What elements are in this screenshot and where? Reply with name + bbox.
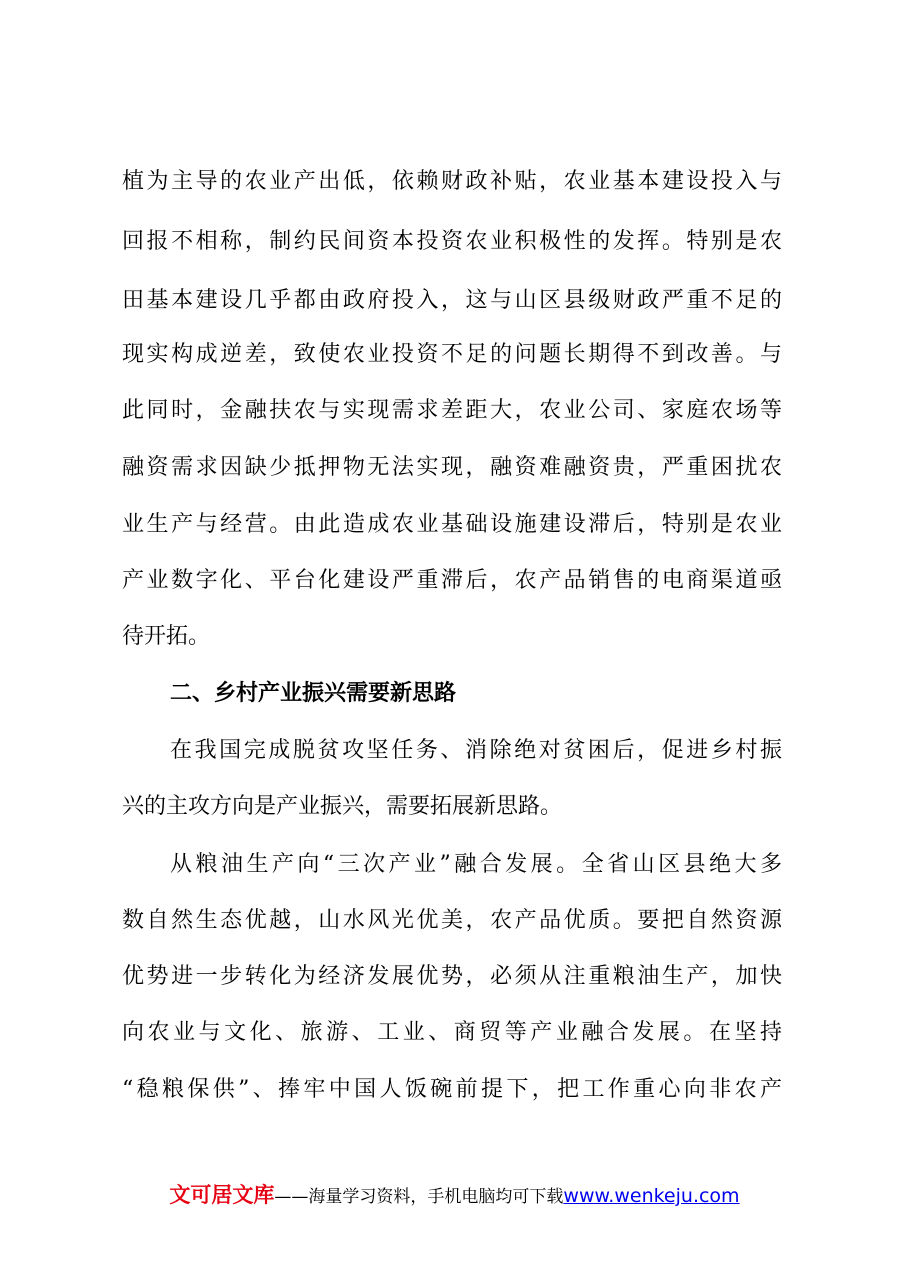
paragraph-line: 待开拓。 <box>122 624 211 649</box>
paragraph-line: 在我国完成脱贫攻坚任务、消除绝对贫困后，促进乡村振 <box>170 738 782 763</box>
footer-link[interactable]: www.wenkeju.com <box>563 1185 740 1207</box>
paragraph-line: 此同时，金融扶农与实现需求差距大，农业公司、家庭农场等 <box>122 398 782 423</box>
paragraph-line: “稳粮保供”、捧牢中国人饭碗前提下，把工作重心向非农产 <box>122 1077 782 1102</box>
section-heading: 二、乡村产业振兴需要新思路 <box>170 681 457 706</box>
paragraph-line: 向农业与文化、旅游、工业、商贸等产业融合发展。在坚持 <box>122 1020 782 1045</box>
paragraph-line: 现实构成逆差，致使农业投资不足的问题长期得不到改善。与 <box>122 342 782 367</box>
footer-tagline: ——海量学习资料，手机电脑均可下载 <box>274 1187 564 1207</box>
paragraph-line: 融资需求因缺少抵押物无法实现，融资难融资贵，严重困扰农 <box>122 455 782 480</box>
paragraph-line: 数自然生态优越，山水风光优美，农产品优质。要把自然资源 <box>122 908 782 933</box>
paragraph-line: 产业数字化、平台化建设严重滞后，农产品销售的电商渠道亟 <box>122 568 782 593</box>
paragraph-line: 回报不相称，制约民间资本投资农业积极性的发挥。特别是农 <box>122 229 782 254</box>
footer-banner <box>0 1181 909 1211</box>
paragraph-line: 从粮油生产向“三次产业”融合发展。全省山区县绝大多 <box>170 852 782 877</box>
footer-brand: 文可居文库 <box>169 1183 275 1207</box>
paragraph-line: 兴的主攻方向是产业振兴，需要拓展新思路。 <box>122 794 563 819</box>
paragraph-line: 植为主导的农业产出低，依赖财政补贴，农业基本建设投入与 <box>122 169 782 194</box>
paragraph-line: 优势进一步转化为经济发展优势，必须从注重粮油生产，加快 <box>122 964 782 989</box>
paragraph-line: 业生产与经营。由此造成农业基础设施建设滞后，特别是农业 <box>122 512 782 537</box>
paragraph-line: 田基本建设几乎都由政府投入，这与山区县级财政严重不足的 <box>122 288 782 313</box>
